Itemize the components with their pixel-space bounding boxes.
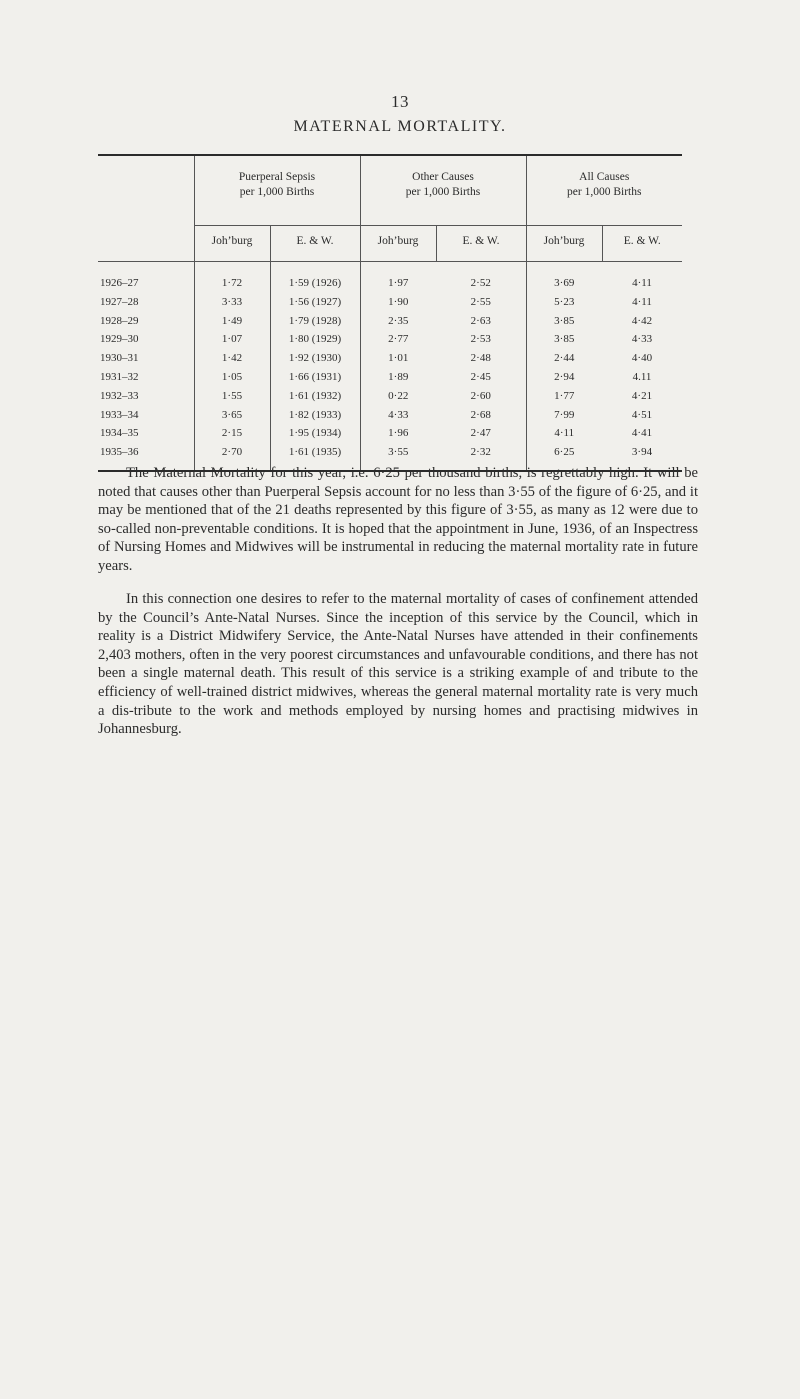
table-cell: 1·92 (1930): [270, 349, 360, 368]
year-cell: 1930–31: [100, 352, 139, 365]
table-cell: 4·40: [631, 352, 653, 365]
table-cell: 2·70: [194, 443, 270, 471]
table-cell: 2·35: [360, 312, 436, 331]
table-cell: 2·63: [470, 314, 491, 327]
year-subheader: [98, 226, 194, 262]
year-cell: 1935–36: [98, 443, 194, 471]
group-header-other-causes: [360, 155, 526, 226]
group-header-line1: Puerperal Sepsis: [238, 171, 316, 183]
table-cell: 2·47: [470, 427, 491, 440]
table-cell: 2·60: [470, 389, 491, 402]
table-cell: 1·42: [194, 349, 270, 368]
year-cell: 1934–35: [100, 427, 139, 440]
group-header-line2: per 1,000 Births: [405, 186, 481, 198]
table-cell: 3·69: [526, 262, 602, 293]
table-row: [98, 293, 682, 312]
table-cell: 2·77: [360, 330, 436, 349]
table-cell: 1·95 (1934): [270, 424, 360, 443]
table-cell: 1·59 (1926): [270, 262, 360, 293]
table-cell: 5·23: [526, 293, 602, 312]
table-cell: 1·05: [194, 368, 270, 387]
subheader-cell: E. & W.: [602, 226, 682, 262]
page-number: 13: [391, 92, 409, 111]
table-cell: 4·11: [632, 277, 652, 289]
table-cell: 4·11: [632, 295, 652, 308]
group-header-line1: Other Causes: [412, 171, 474, 183]
table-cell: 1·97: [360, 262, 436, 293]
table-row: [98, 262, 682, 293]
table-cell: 3·85: [526, 330, 602, 349]
table-cell: 1·82 (1933): [270, 406, 360, 425]
table-cell: 3·33: [194, 293, 270, 312]
year-cell: 1928–29: [100, 314, 139, 327]
table-cell: 1·55: [194, 387, 270, 406]
table-cell: 1·79 (1928): [270, 312, 360, 331]
table-cell: 6·25: [526, 443, 602, 471]
year-cell: 1933–34: [100, 408, 139, 421]
table-cell: 1·96: [360, 424, 436, 443]
table-cell: 2·52: [470, 277, 491, 289]
year-cell: 1927–28: [100, 295, 139, 308]
table-row: [98, 330, 682, 349]
table-cell: 1·49: [194, 312, 270, 331]
table-cell: 1·56 (1927): [270, 293, 360, 312]
table-cell: 2·55: [470, 295, 491, 308]
year-cell: 1932–33: [100, 389, 139, 402]
table-cell: 4·33: [360, 406, 436, 425]
table-cell: 3·85: [526, 312, 602, 331]
table-cell: 3·65: [194, 406, 270, 425]
group-header-puerperal-sepsis: [194, 155, 360, 226]
year-cell: 1929–30: [100, 333, 139, 346]
table-cell: 1·01: [360, 349, 436, 368]
table-cell: 4.11: [632, 370, 652, 383]
table-cell: 2·94: [526, 368, 602, 387]
group-header-all-causes: [526, 155, 682, 226]
table-cell: 2·48: [470, 352, 491, 365]
table-row: [98, 406, 682, 425]
table-row: [98, 368, 682, 387]
table-row: [98, 424, 682, 443]
sub-header-row: [98, 226, 682, 262]
table-cell: 3·94: [602, 443, 682, 471]
subheader-cell: Joh’burg: [526, 226, 602, 262]
table-cell: 4·11: [526, 424, 602, 443]
table-cell: 1·80 (1929): [270, 330, 360, 349]
year-header: [98, 155, 194, 226]
table-cell: 1·90: [360, 293, 436, 312]
subheader-cell: Joh’burg: [194, 226, 270, 262]
table-cell: 2·44: [526, 349, 602, 368]
year-cell: 1931–32: [100, 370, 139, 383]
table-cell: 1·61 (1932): [270, 387, 360, 406]
table-cell: 1·89: [360, 368, 436, 387]
subheader-cell: E. & W.: [270, 226, 360, 262]
table-cell: 4·42: [631, 314, 653, 327]
year-cell: 1926–27: [100, 277, 139, 289]
table-row: [98, 312, 682, 331]
table-cell: 4·33: [631, 333, 653, 346]
table-cell: 1·61 (1935): [270, 443, 360, 471]
table-cell: 2·45: [470, 370, 491, 383]
table-cell: 1·66 (1931): [270, 368, 360, 387]
table-cell: 0·22: [360, 387, 436, 406]
page-title: MATERNAL MORTALITY.: [293, 118, 507, 135]
table-cell: 3·55: [360, 443, 436, 471]
table-cell: 4·41: [631, 427, 653, 440]
paragraph-ante-natal-nurses: In this connection one desires to refer to the maternal mortality of cases of confinement attended by the Council’s Ante-Natal Nurses. Since the inception of this service by the Council, which in reality is a District Midwifery Service, the Ante-Natal Nurses have attended in their confinements 2,403 mothers, often in the very poorest circumstances and unfavourable conditions, and there has not been a single maternal death. This result of this service is a striking example of and tribute to the efficiency of well-trained district midwives, whereas the general maternal mortality rate is very much a dis-tribute to the work and methods employed by nursing homes and practising midwives in Johannesburg.: [98, 591, 698, 738]
paragraph-maternal-mortality: The Maternal Mortality for this year, i.e. 6·25 per thousand births, is regrettably high. It will be noted that causes other than Puerperal Sepsis account for no less than 3·55 of the figure of 6·25, and it may be mentioned that of the 21 deaths represented by this figure of 3·55, as many as 12 were due to so-called non-preventable conditions. It is hoped that the appointment in June, 1936, of an Inspectress of Nursing Homes and Midwives will be instrumental in reducing the maternal mortality rate in future years.: [98, 465, 698, 574]
table-cell: 1·07: [194, 330, 270, 349]
group-header-line1: All Causes: [579, 171, 630, 183]
table-cell: 1·77: [526, 387, 602, 406]
table-cell: 7·99: [526, 406, 602, 425]
maternal-mortality-table: [98, 154, 682, 472]
group-header-line2: per 1,000 Births: [239, 186, 315, 198]
table-cell: 1·72: [194, 262, 270, 293]
table-row: [98, 349, 682, 368]
table-row: [98, 387, 682, 406]
table-cell: 2·15: [194, 424, 270, 443]
table-cell: 2·32: [436, 443, 526, 471]
group-header-line2: per 1,000 Births: [567, 186, 642, 198]
table-cell: 2·68: [470, 408, 491, 421]
subheader-cell: E. & W.: [436, 226, 526, 262]
table-cell: 4·21: [631, 389, 653, 402]
table-cell: 4·51: [631, 408, 653, 421]
group-header-row: [98, 155, 682, 226]
subheader-cell: Joh’burg: [360, 226, 436, 262]
table-cell: 2·53: [470, 333, 491, 346]
